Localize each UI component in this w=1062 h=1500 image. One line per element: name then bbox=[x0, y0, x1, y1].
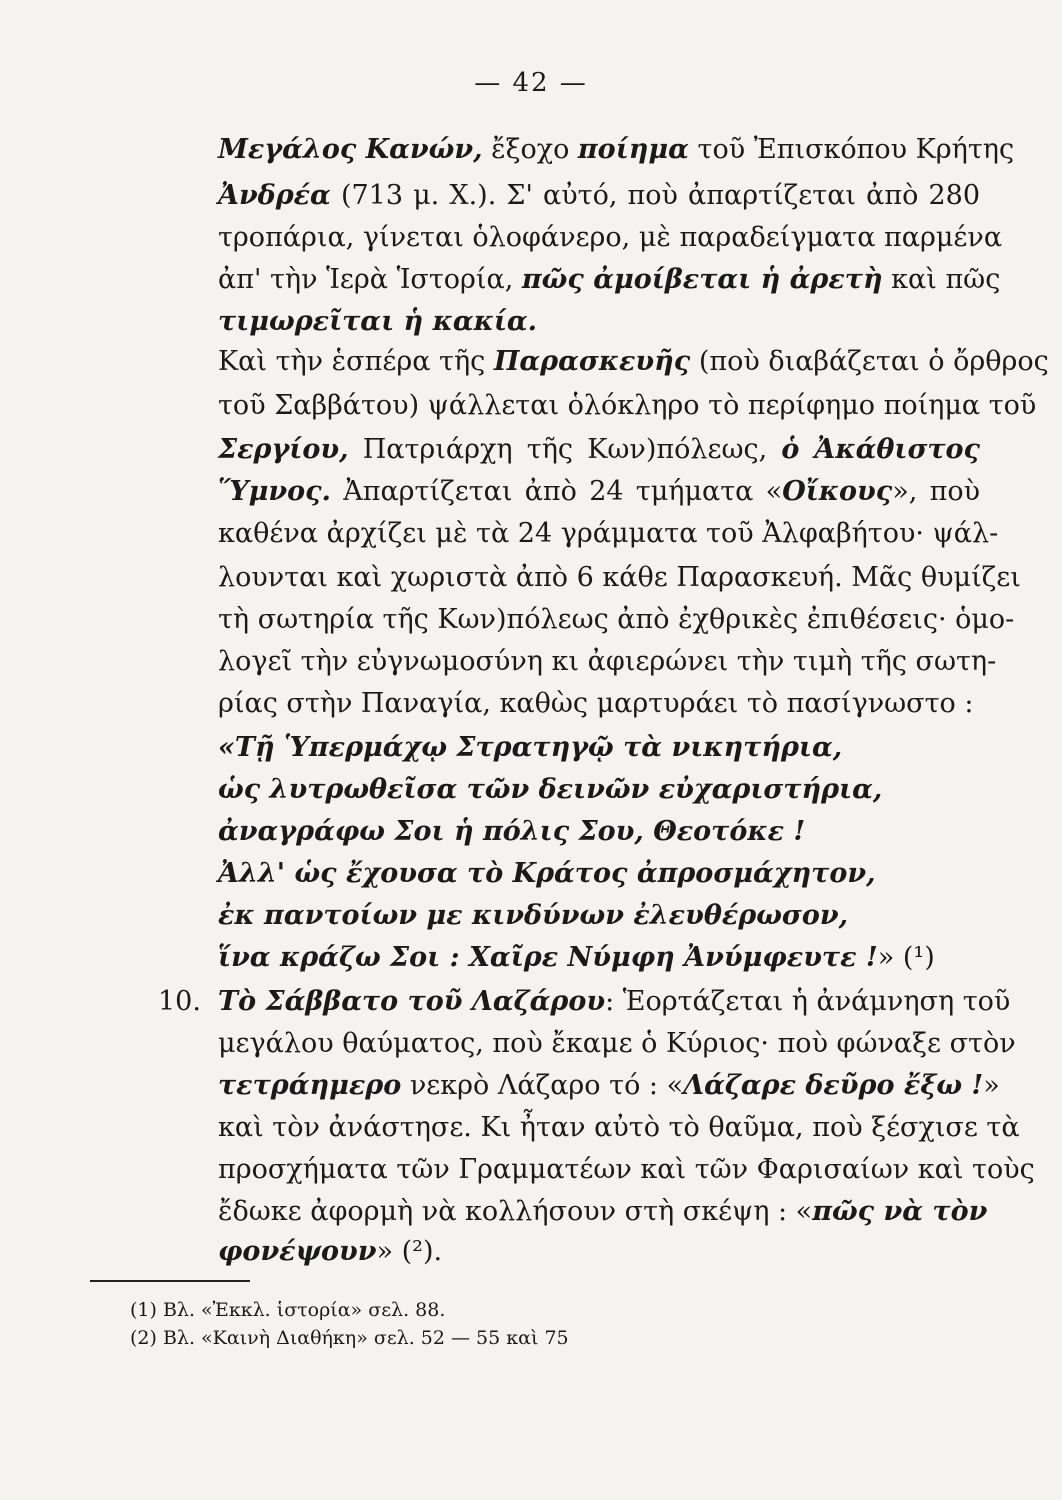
para2-line-2: τοῦ Σαββάτου) ψάλλεται ὁλόκληρο τὸ περίφημο ποίημα τοῦ bbox=[218, 390, 1037, 421]
item-number: 10. bbox=[158, 986, 201, 1017]
footnote-ref-1: » (¹) bbox=[877, 942, 935, 973]
hymn-verse-6 bbox=[218, 942, 935, 974]
item10-line-3 bbox=[218, 1070, 1000, 1102]
item10-line-2: μεγάλου θαύματος, ποὺ ἔκαμε ὁ Κύριος· ποὺ φώναξε στὸν bbox=[218, 1028, 1016, 1059]
term-arete: πῶς ἀμοίβεται ἡ ἀρετὴ bbox=[521, 264, 883, 295]
text: (713 μ. Χ.). Σ' αὐτό, ποὺ ἀπαρτίζεται ἀπὸ 280 bbox=[330, 180, 980, 211]
term-megalos-kanon: Μεγάλος Κανών, bbox=[218, 134, 483, 165]
para1-line-1 bbox=[218, 134, 1015, 166]
term-poiima: ποίημα bbox=[577, 134, 689, 165]
text: ἔδωκε ἀφορμὴ νὰ κολλήσουν στὴ σκέψη : « bbox=[218, 1196, 813, 1227]
para2-line-9: ρίας στὴν Παναγία, καθὼς μαρτυράει τὸ πασίγνωστο : bbox=[218, 688, 974, 719]
para2-line-6: λουνται καὶ χωριστὰ ἀπὸ 6 κάθε Παρασκευή. Μᾶς θυμίζει bbox=[218, 562, 1021, 593]
term-savvato-lazarou: Τὸ Σάββατο τοῦ Λαζάρου bbox=[218, 986, 606, 1017]
text: νεκρὸ Λάζαρο τό : « bbox=[401, 1070, 684, 1101]
para2-line-7: τὴ σωτηρία τῆς Κων)πόλεως ἀπὸ ἐχθρικὲς ἐπιθέσεις· ὁμο- bbox=[218, 604, 1015, 635]
text: Πατριάρχη τῆς Κων)πόλεως, bbox=[348, 434, 782, 465]
item10-line-4: καὶ τὸν ἀνάστησε. Κι ἦταν αὐτὸ τὸ θαῦμα, ποὺ ξέσχισε τὰ bbox=[218, 1112, 1020, 1143]
term-oikous: Οἴκους bbox=[782, 476, 893, 507]
para2-line-1 bbox=[218, 346, 1049, 378]
term-andrea: Ἀνδρέα bbox=[218, 180, 331, 211]
term-paraskevi: Παρασκευῆς bbox=[493, 346, 691, 377]
para1-line-4 bbox=[218, 264, 1001, 296]
para2-line-3 bbox=[218, 434, 980, 466]
hymn-verse-1: «Τῇ Ὑπερμάχῳ Στρατηγῷ τὰ νικητήρια, bbox=[218, 732, 843, 763]
text: Ἀπαρτίζεται ἀπὸ 24 τμήματα « bbox=[330, 476, 783, 507]
text: », ποὺ bbox=[892, 476, 980, 507]
page-number: — 42 — bbox=[474, 68, 588, 98]
text: » (²). bbox=[376, 1236, 443, 1267]
hymn-verse-3: ἀναγράφω Σοι ἡ πόλις Σου, Θεοτόκε ! bbox=[218, 816, 806, 847]
footnote-rule bbox=[90, 1280, 250, 1282]
text: » bbox=[983, 1070, 1000, 1101]
text: : Ἑορτάζεται ἡ ἀνάμνηση τοῦ bbox=[605, 986, 1011, 1017]
text: ἀπ' τὴν Ἱερὰ Ἱστορία, bbox=[218, 264, 522, 295]
term-fonepsoun: φονέψουν bbox=[218, 1236, 377, 1267]
term-sergiou: Σεργίου, bbox=[218, 434, 349, 465]
para1-line-3: τροπάρια, γίνεται ὁλοφάνερο, μὲ παραδείγματα παρμένα bbox=[218, 222, 1003, 253]
footnote-2: (2) Βλ. «Καινὴ Διαθήκη» σελ. 52 — 55 καὶ 75 bbox=[130, 1327, 569, 1349]
para2-line-5: καθένα ἀρχίζει μὲ τὰ 24 γράμματα τοῦ Ἀλφαβήτου· ψάλ- bbox=[218, 518, 999, 549]
text: Καὶ τὴν ἑσπέρα τῆς bbox=[218, 346, 494, 377]
para1-line-2 bbox=[218, 180, 980, 212]
text: (ποὺ διαβάζεται ὁ ὄρθρος bbox=[690, 346, 1049, 377]
item10-line-5: προσχήματα τῶν Γραμματέων καὶ τῶν Φαρισαίων καὶ τοὺς bbox=[218, 1154, 1035, 1185]
para2-line-8: λογεῖ τὴν εὐγνωμοσύνη κι ἀφιερώνει τὴν τιμὴ τῆς σωτη- bbox=[218, 646, 997, 677]
para2-line-4 bbox=[218, 476, 980, 508]
term-ymnos: Ὕμνος. bbox=[218, 476, 331, 507]
hymn-verse-4: Ἀλλ' ὡς ἔχουσα τὸ Κράτος ἀπροσμάχητον, bbox=[218, 858, 876, 889]
item10-line-7 bbox=[218, 1236, 980, 1268]
footnote-1: (1) Βλ. «Ἐκκλ. ἱστορία» σελ. 88. bbox=[130, 1299, 446, 1321]
item10-line-6 bbox=[218, 1196, 988, 1228]
text: καὶ πῶς bbox=[882, 264, 1001, 295]
text: ἔξοχο bbox=[482, 134, 578, 165]
term-akathistos: ὁ Ἀκάθιστος bbox=[781, 434, 980, 465]
term-lazare-deuro-exo: Λάζαρε δεῦρο ἔξω ! bbox=[683, 1070, 984, 1101]
hymn-verse-5: ἐκ παντοίων με κινδύνων ἐλευθέρωσον, bbox=[218, 900, 848, 931]
term-pos-na-ton: πῶς νὰ τὸν bbox=[812, 1196, 988, 1227]
item10-line-1 bbox=[218, 986, 1011, 1018]
hymn-verse-2: ὡς λυτρωθεῖσα τῶν δεινῶν εὐχαριστήρια, bbox=[218, 774, 883, 805]
text: ἵνα κράζω Σοι : Χαῖρε Νύμφη Ἀνύμφευτε ! bbox=[218, 942, 878, 973]
text: τοῦ Ἐπισκόπου Κρήτης bbox=[688, 134, 1015, 165]
para1-line-5: τιμωρεῖται ἡ κακία. bbox=[218, 306, 538, 337]
term-tetraimero: τετράημερο bbox=[218, 1070, 402, 1101]
